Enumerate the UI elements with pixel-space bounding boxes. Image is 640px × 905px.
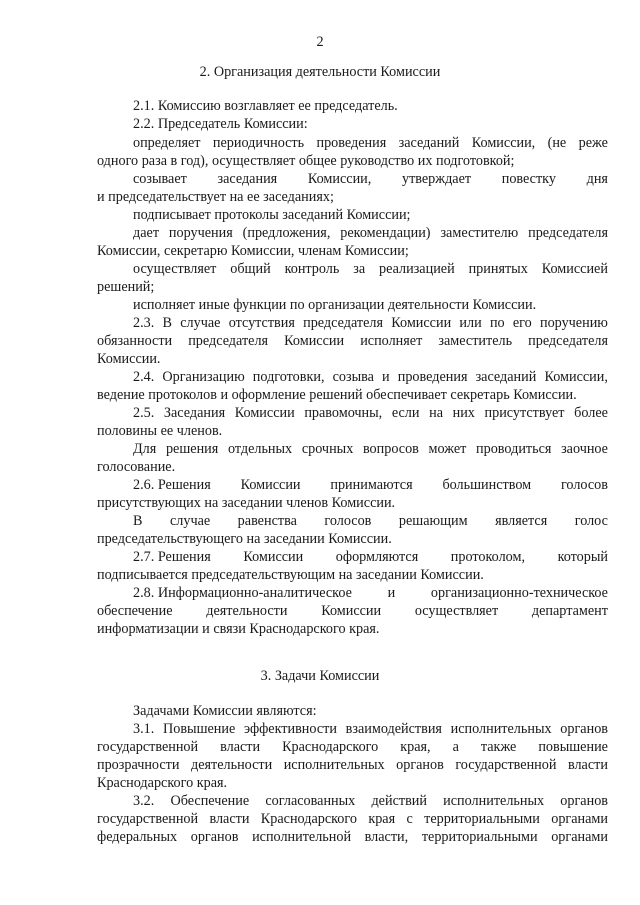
word: случае — [180, 315, 221, 331]
word: или — [459, 315, 482, 331]
word: большинством — [442, 477, 532, 493]
word: который — [557, 549, 608, 565]
word: председателя — [188, 333, 269, 349]
word: рекомендации) — [340, 225, 431, 241]
section-3-heading: 3. Задачи Комиссии — [260, 668, 380, 684]
word: 2.4. — [133, 369, 155, 385]
justified-line — [133, 224, 608, 242]
word: Организацию — [162, 369, 245, 385]
word: если — [391, 405, 420, 421]
word: и — [387, 585, 396, 601]
word: 2.7. Решения — [133, 549, 211, 565]
justified-line — [133, 584, 608, 602]
word: также — [480, 739, 517, 755]
word: и — [382, 369, 390, 385]
word: оформляются — [335, 549, 419, 565]
word: власти — [209, 811, 250, 827]
word: вопросов — [362, 441, 419, 457]
word: Комиссии — [321, 603, 382, 619]
text-line: исполняет иные функции по организации деятельности Комиссии. — [133, 297, 537, 313]
word: 2.5. — [133, 405, 155, 421]
word: Краснодарского — [260, 811, 357, 827]
text-line: информатизации и связи Краснодарского края. — [97, 621, 380, 637]
word: исполнительных — [450, 721, 552, 737]
word: власти — [220, 739, 261, 755]
word: дня — [586, 171, 608, 187]
word: организационно-техническое — [430, 585, 608, 601]
justified-line — [97, 332, 608, 350]
justified-line — [133, 720, 608, 738]
word: принятых — [468, 261, 528, 277]
justified-line — [97, 810, 608, 828]
word: взаимодействия — [345, 721, 442, 737]
text-line: и председательствует на ее заседаниях; — [97, 189, 334, 205]
word: является — [495, 513, 548, 529]
word: согласованных — [265, 793, 356, 809]
justified-line — [133, 134, 608, 152]
word: Заседания — [163, 405, 226, 421]
justified-line — [133, 792, 608, 810]
justified-line — [133, 170, 608, 188]
word: отдельных — [227, 441, 293, 457]
word: на — [429, 405, 443, 421]
justified-line — [97, 602, 608, 620]
word: органов — [396, 757, 444, 773]
word: может — [428, 441, 467, 457]
word: поручения — [168, 225, 233, 241]
word: реализацией — [379, 261, 455, 277]
word: голос — [574, 513, 608, 529]
word: (не — [547, 135, 567, 151]
word: протоколом, — [450, 549, 526, 565]
word: повышение — [538, 739, 608, 755]
word: реже — [578, 135, 608, 151]
word: Комиссии — [243, 549, 304, 565]
word: 3.1. — [133, 721, 155, 737]
word: власти, — [364, 829, 409, 845]
word: созыва — [332, 369, 374, 385]
word: определяет — [133, 135, 201, 151]
word: обеспечение — [97, 603, 173, 619]
word: обязанности — [97, 333, 173, 349]
word: (предложения, — [242, 225, 331, 241]
word: осуществляет — [414, 603, 499, 619]
word: председателя — [303, 315, 383, 331]
word: В — [133, 513, 143, 529]
word: решающим — [398, 513, 468, 529]
word: отсутствия — [228, 315, 295, 331]
text-line: подписывает протоколы заседаний Комиссии; — [133, 207, 411, 223]
word: с — [406, 811, 413, 827]
word: равенства — [237, 513, 297, 529]
word: утверждает — [401, 171, 472, 187]
word: заместителю — [440, 225, 519, 241]
word: Обеспечение — [170, 793, 250, 809]
section-2-heading: 2. Организация деятельности Комиссии — [199, 64, 441, 80]
word: проведения — [316, 135, 387, 151]
word: деятельности — [190, 757, 273, 773]
word: заседания — [217, 171, 278, 187]
word: органов — [190, 829, 239, 845]
word: действий — [371, 793, 427, 809]
text-line: 2.1. Комиссию возглавляет ее председатель. — [133, 98, 398, 114]
justified-line — [133, 476, 608, 494]
word: территориальными — [421, 829, 538, 845]
word: срочных — [301, 441, 354, 457]
word: а — [452, 739, 459, 755]
word: Комиссии — [284, 333, 345, 349]
word: Комиссии — [234, 405, 295, 421]
word: его — [512, 315, 532, 331]
word: эффективности — [244, 721, 337, 737]
word: Комиссии, — [544, 369, 608, 385]
word: государственной — [97, 739, 199, 755]
word: по — [489, 315, 505, 331]
word: Краснодарского — [282, 739, 379, 755]
word: заместитель — [438, 333, 513, 349]
word: Повышение — [163, 721, 236, 737]
word: осуществляет — [133, 261, 217, 277]
word: повестку — [501, 171, 556, 187]
word: края, — [400, 739, 431, 755]
text-line: председательствующего на заседании Комиссии. — [97, 531, 392, 547]
word: председателя — [528, 333, 608, 349]
word: исполнительных — [443, 793, 545, 809]
word: правомочны, — [304, 405, 383, 421]
word: периодичность — [212, 135, 305, 151]
word: органов — [560, 721, 608, 737]
word: решения — [165, 441, 219, 457]
word: случае — [169, 513, 211, 529]
word: принимаются — [330, 477, 413, 493]
text-line: 2.2. Председатель Комиссии: — [133, 116, 308, 132]
word: деятельности — [206, 603, 288, 619]
word: голосов — [324, 513, 372, 529]
word: 2.8. Информационно-аналитическое — [133, 585, 352, 601]
word: Комиссии, — [307, 171, 372, 187]
justified-line — [133, 512, 608, 530]
word: края — [368, 811, 396, 827]
word: 2.6. Решения — [133, 477, 211, 493]
word: департамент — [531, 603, 608, 619]
text-line: решений; — [97, 279, 155, 295]
text-line: Комиссии, секретарю Комиссии, членам Комиссии; — [97, 243, 409, 259]
text-line: присутствующих на заседании членов Комиссии. — [97, 495, 396, 511]
page-number: 2 — [316, 34, 324, 50]
word: председателя — [528, 225, 608, 241]
word: 3.2. — [133, 793, 155, 809]
text-line: подписывается председательствующим на заседании Комиссии. — [97, 567, 484, 583]
text-line: ведение протоколов и оформление решений обеспечивает секретарь Комиссии. — [97, 387, 577, 403]
word: государственной — [97, 811, 199, 827]
word: 2.3. — [133, 315, 155, 331]
justified-line — [133, 260, 608, 278]
word: заседаний — [475, 369, 537, 385]
word: созывает — [133, 171, 187, 187]
justified-line — [133, 314, 608, 332]
word: Для — [133, 441, 157, 457]
word: более — [574, 405, 608, 421]
justified-line — [133, 368, 608, 386]
justified-line — [97, 756, 608, 774]
word: исполнительных — [283, 757, 385, 773]
word: В — [162, 315, 172, 331]
justified-line — [133, 548, 608, 566]
word: проводиться — [476, 441, 552, 457]
word: Комиссии, — [471, 135, 536, 151]
word: за — [353, 261, 366, 277]
word: дает — [133, 225, 160, 241]
word: общий — [230, 261, 271, 277]
word: присутствует — [484, 405, 565, 421]
word: органов — [560, 793, 608, 809]
text-line: Задачами Комиссии являются: — [133, 703, 317, 719]
word: Комиссии — [240, 477, 301, 493]
word: заочное — [561, 441, 608, 457]
word: заседаний — [398, 135, 460, 151]
word: государственной — [455, 757, 557, 773]
text-line: голосование. — [97, 459, 176, 475]
word: органами — [551, 811, 608, 827]
word: прозрачности — [97, 757, 180, 773]
word: подготовки, — [252, 369, 325, 385]
text-line: Комиссии. — [97, 351, 161, 367]
justified-line — [133, 404, 608, 422]
word: федеральных — [97, 829, 178, 845]
text-line: половины ее членов. — [97, 423, 223, 439]
word: территориальными — [424, 811, 540, 827]
word: исполнительной — [252, 829, 352, 845]
justified-line — [133, 440, 608, 458]
word: власти — [567, 757, 608, 773]
word: Комиссии — [391, 315, 452, 331]
word: органами — [551, 829, 608, 845]
word: поручению — [539, 315, 608, 331]
justified-line — [97, 738, 608, 756]
text-line: одного раза в год), осуществляет общее руководство их подготовкой; — [97, 153, 515, 169]
text-line: Краснодарского края. — [97, 775, 228, 791]
word: Комиссией — [541, 261, 608, 277]
word: проведения — [397, 369, 468, 385]
word: голосов — [560, 477, 608, 493]
word: исполняет — [360, 333, 423, 349]
word: контроль — [284, 261, 340, 277]
word: них — [452, 405, 475, 421]
justified-line — [97, 828, 608, 846]
